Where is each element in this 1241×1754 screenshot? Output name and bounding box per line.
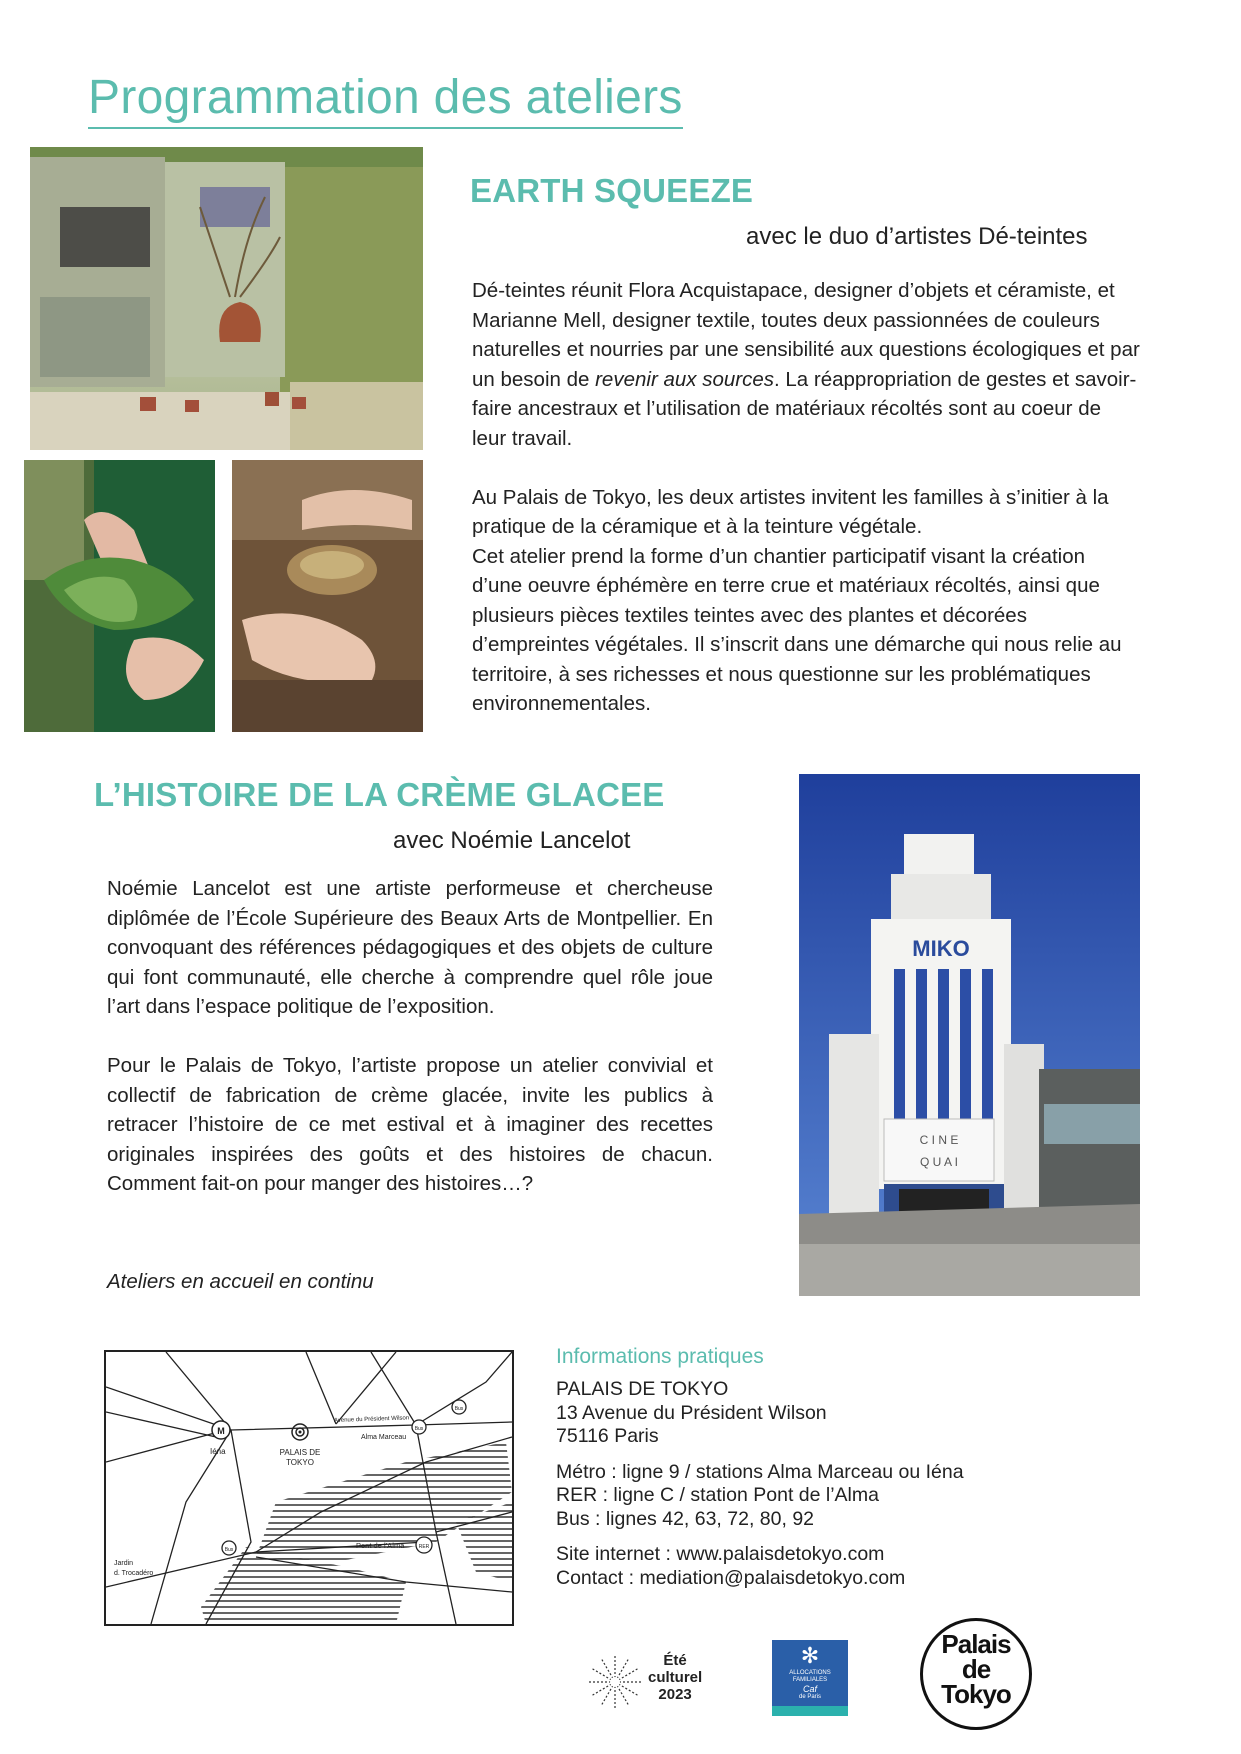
workshop1-description xyxy=(472,276,1140,719)
ete-culturel-logo xyxy=(580,1652,740,1712)
map-label-street: Avenue du Président Wilson xyxy=(333,1415,410,1424)
info-metro: Métro : ligne 9 / stations Alma Marceau ou Iéna xyxy=(556,1460,964,1483)
building-sign-miko: MIKO xyxy=(912,936,970,961)
workshop1-para3: Cet atelier prend la forme d’un chantier participatif visant la création d’une oeuvre éphémère en terre crue et matériaux récoltés, ainsi que plusieurs pièces textiles teintes avec des plantes et décorées d’empreintes végétales. Il s’inscrit dans une démarche qui nous relie au territoire, à ses richesses et nous questionne sur les problématiques environnementales. xyxy=(472,544,1122,715)
ete-line-3: 2023 xyxy=(658,1686,692,1703)
workshop1-emphasis: revenir aux sources xyxy=(595,367,774,391)
caf-text-4: de Paris xyxy=(798,1694,821,1700)
workshop2-title: L’HISTOIRE DE LA CRÈME GLACEE xyxy=(94,776,665,813)
photo-textiles-ceramics xyxy=(30,147,423,450)
location-map xyxy=(104,1350,514,1626)
workshop1-para1: Dé-teintes réunit Flora Acquistapace, designer d’objets et céramiste, et Marianne Mell, designer textile, toutes deux passionnées de couleurs naturelles et nourries par une sensibilité aux questions écologiques et par un besoin de revenir aux sources. La réappropriation de gestes et savoir-faire ancestraux et l’utilisation de matériaux récoltés sont au coeur de leur travail. xyxy=(472,279,1140,450)
photo-hands-leaves xyxy=(24,460,215,732)
map-rer-stop: RER xyxy=(418,1544,430,1550)
caf-text-3: Caf xyxy=(802,1684,817,1694)
info-address-street: 13 Avenue du Président Wilson xyxy=(556,1401,827,1424)
workshop2-para1: Noémie Lancelot est une artiste performeuse et chercheuse diplômée de l’École Supérieure des Beaux Arts de Montpellier. En convoquant des références pédagogiques et des objets de culture qui font communauté, elle cherche à comprendre quel rôle joue l’art dans l’espace politique de l’exposition. xyxy=(107,877,713,1018)
practical-info xyxy=(556,1378,1116,1590)
map-metro-iena: M xyxy=(217,1426,225,1436)
caf-text-1: ALLOCATIONS xyxy=(789,1670,831,1676)
workshop2-para2: Pour le Palais de Tokyo, l’artiste propose un atelier convivial et collectif de fabrication de crème glacée, invite les publics à retracer l’histoire de ce met estival et à imaginer des recettes originales inspirées des goûts et des histoires de chacun. Comment fait-on pour manger des histoires…? xyxy=(107,1054,713,1195)
palais-logo-line-2: de xyxy=(961,1654,991,1684)
workshop1-title: EARTH SQUEEZE xyxy=(470,172,754,209)
workshop2-description xyxy=(107,874,713,1199)
info-website[interactable]: Site internet : www.palaisdetokyo.com xyxy=(556,1543,885,1565)
sunburst-icon xyxy=(580,1652,650,1712)
info-address-city: 75116 Paris xyxy=(556,1425,659,1447)
map-label-iena: Iéna xyxy=(210,1447,226,1456)
info-rer: RER : ligne C / station Pont de l’Alma xyxy=(556,1484,879,1506)
map-bus-stop-2: Bus xyxy=(454,1406,464,1412)
map-bus-stop-3: Bus xyxy=(224,1547,234,1553)
map-label-alma-marceau: Alma Marceau xyxy=(361,1434,407,1441)
map-label-pont-alma: Pont de l’Alma xyxy=(356,1541,405,1550)
map-label-jardin2: d. Trocadéro xyxy=(114,1570,154,1577)
map-label-jardin: Jardin xyxy=(114,1560,134,1567)
caf-text-2: FAMILIALES xyxy=(792,1677,828,1683)
map-label-tokyo: TOKYO xyxy=(286,1458,314,1467)
caf-logo xyxy=(772,1640,848,1716)
palais-logo-line-1: Palais xyxy=(941,1629,1011,1659)
workshop2-subtitle: avec Noémie Lancelot xyxy=(393,827,631,854)
ete-line-1: Été xyxy=(663,1652,687,1669)
building-sign-cine: C I N E xyxy=(919,1133,959,1147)
photo-building-cine-quai xyxy=(799,774,1140,1296)
map-label-palais: PALAIS DE xyxy=(279,1448,321,1457)
palais-logo-line-3: Tokyo xyxy=(941,1679,1011,1709)
info-title: Informations pratiques xyxy=(556,1345,764,1368)
ete-line-2: culturel xyxy=(648,1669,703,1686)
workshop2-note: Ateliers en accueil en continu xyxy=(107,1270,374,1293)
info-bus: Bus : lignes 42, 63, 72, 80, 92 xyxy=(556,1507,815,1530)
workshop1-subtitle: avec le duo d’artistes Dé-teintes xyxy=(746,223,1088,250)
workshop1-para2: Au Palais de Tokyo, les deux artistes invitent les familles à s’initier à la pratique de la céramique et à la teinture végétale. Cet atelier prend la forme d’un chantier participatif visant la création d’une oeuvre éphémère en terre crue et matériaux récoltés, ainsi que plusieurs pièces textiles teintes avec des plantes et décorées d’empreintes végétales. Il s’inscrit dans une démarche qui nous relie au territoire, à ses richesses et nous questionne sur les problématiques environnementales. xyxy=(472,485,1122,715)
map-bus-stop-1: Bus xyxy=(414,1426,424,1432)
photo-hands-bowl xyxy=(232,460,423,732)
building-sign-quai: Q U A I xyxy=(919,1155,959,1169)
snowflake-icon: ✻ xyxy=(800,1643,820,1668)
info-contact[interactable]: Contact : mediation@palaisdetokyo.com xyxy=(556,1566,906,1589)
info-venue-name: PALAIS DE TOKYO xyxy=(556,1378,729,1400)
page-title: Programmation des ateliers xyxy=(88,70,683,129)
palais-de-tokyo-logo xyxy=(920,1618,1032,1730)
